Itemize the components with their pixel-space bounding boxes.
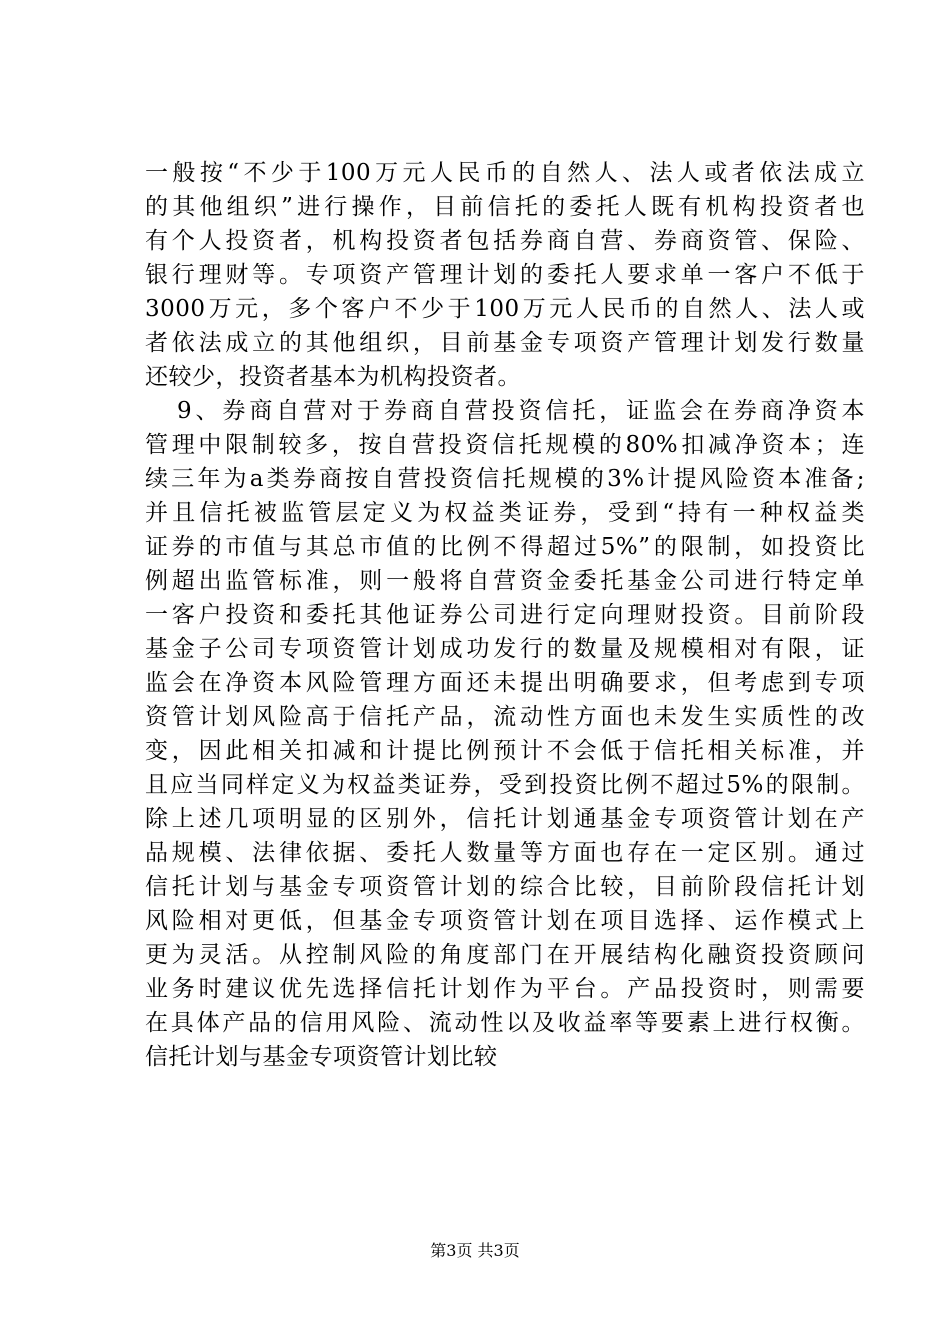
text-line: 资管计划风险高于信托产品，流动性方面也未发生实质性的改 [145,704,865,730]
text-line: 的其他组织”进行操作，目前信托的委托人既有机构投资者也 [145,194,865,220]
page-footer: 第3页 共3页 [430,1241,520,1260]
text-line: 业务时建议优先选择信托计划作为平台。产品投资时，则需要 [145,976,865,1002]
text-line: 基金子公司专项资管计划成功发行的数量及规模相对有限，证 [145,636,865,662]
text-line: 信托计划与基金专项资管计划的综合比较，目前阶段信托计划 [145,874,865,900]
text-line: 3000万元，多个客户不少于100万元人民币的自然人、法人或 [145,296,865,322]
text-line: 更为灵活。从控制风险的角度部门在开展结构化融资投资顾问 [145,942,865,968]
text-line: 监会在净资本风险管理方面还未提出明确要求，但考虑到专项 [145,670,865,696]
text-line: 品规模、法律依据、委托人数量等方面也存在一定区别。通过 [145,840,865,866]
text-line: 还较少，投资者基本为机构投资者。 [145,364,521,390]
text-line: 证券的市值与其总市值的比例不得超过5%”的限制，如投资比 [145,534,865,560]
text-line: 一般按“不少于100万元人民币的自然人、法人或者依法成立 [145,160,865,186]
text-line: 信托计划与基金专项资管计划比较 [145,1044,498,1070]
text-line: 续三年为a类券商按自营投资信托规模的3%计提风险资本准备; [145,466,865,492]
text-line: 管理中限制较多，按自营投资信托规模的80%扣减净资本；连 [145,432,865,458]
text-line: 一客户投资和委托其他证券公司进行定向理财投资。目前阶段 [145,602,865,628]
text-line: 有个人投资者，机构投资者包括券商自营、券商资管、保险、 [145,228,865,254]
text-line: 除上述几项明显的区别外，信托计划通基金专项资管计划在产 [145,806,865,832]
text-line: 在具体产品的信用风险、流动性以及收益率等要素上进行权衡。 [145,1010,865,1036]
text-line: 者依法成立的其他组织，目前基金专项资产管理计划发行数量 [145,330,865,356]
text-line: 风险相对更低，但基金专项资管计划在项目选择、运作模式上 [145,908,865,934]
text-line: 变，因此相关扣减和计提比例预计不会低于信托相关标准，并 [145,738,865,764]
text-line: 并且信托被监管层定义为权益类证券，受到“持有一种权益类 [145,500,865,526]
body-text [145,156,865,1074]
text-line: 9、券商自营对于券商自营投资信托，证监会在券商净资本 [177,398,865,424]
text-line: 例超出监管标准，则一般将自营资金委托基金公司进行特定单 [145,568,865,594]
text-line: 且应当同样定义为权益类证券，受到投资比例不超过5%的限制。 [145,772,865,798]
text-line: 银行理财等。专项资产管理计划的委托人要求单一客户不低于 [145,262,865,288]
